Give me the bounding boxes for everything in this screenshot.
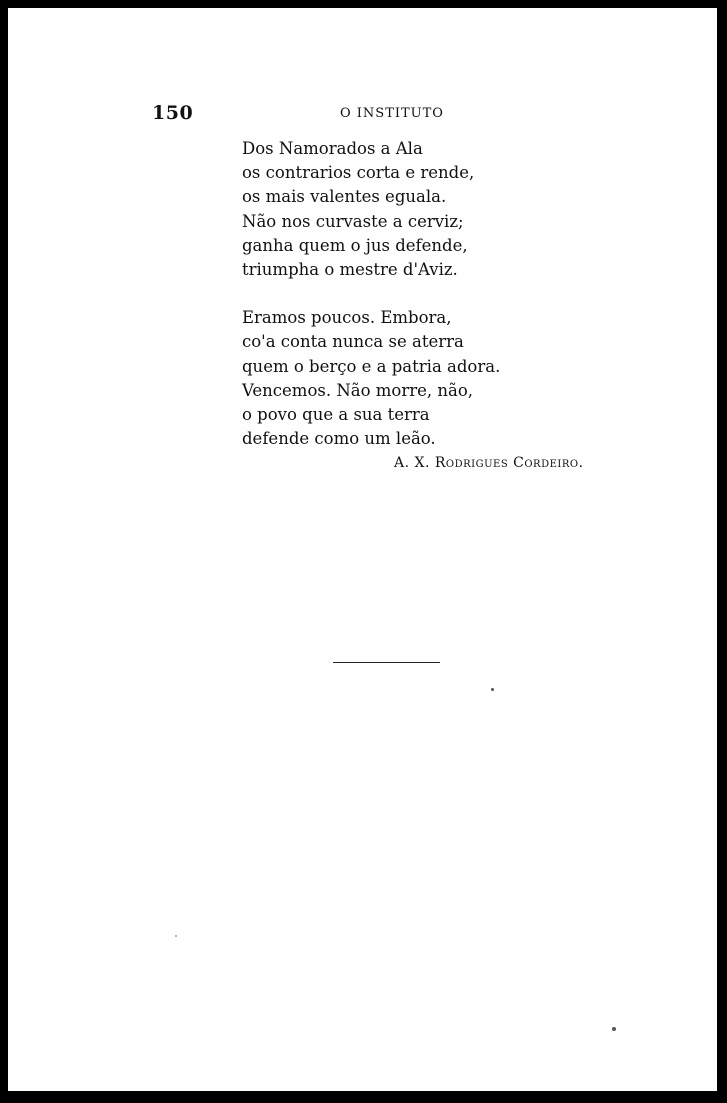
poem-line: o povo que a sua terra — [242, 405, 430, 425]
end-rule — [333, 662, 440, 663]
poem-line: triumpha o mestre d'Aviz. — [242, 260, 458, 280]
poem-line: ganha quem o jus defende, — [242, 235, 468, 255]
poem — [242, 137, 500, 451]
poem-line: co'a conta nunca se aterra — [242, 332, 464, 352]
poem-line: os mais valentes eguala. — [242, 187, 447, 207]
running-head: O INSTITUTO — [340, 106, 444, 121]
poem-line: quem o berço e a patria adora. — [242, 356, 501, 376]
stanza-1 — [242, 137, 500, 282]
poem-line: Vencemos. Não morre, não, — [242, 380, 474, 400]
page-number: 150 — [152, 102, 194, 124]
poem-line: Não nos curvaste a cerviz; — [242, 211, 464, 231]
author-signature — [394, 455, 584, 471]
book-page — [8, 8, 717, 1091]
poem-line: defende como um leão. — [242, 429, 436, 449]
author-name: Rodrigues Cordeiro. — [434, 455, 584, 471]
poem-line: Dos Namorados a Ala — [242, 139, 423, 158]
paper-speck — [175, 935, 177, 937]
stanza-2 — [242, 306, 500, 451]
poem-line: Eramos poucos. Embora, — [242, 308, 452, 328]
poem-line: os contrarios corta e rende, — [242, 163, 475, 183]
paper-speck — [491, 688, 494, 691]
author-initials: A. X. — [394, 455, 430, 471]
paper-speck — [612, 1027, 616, 1031]
